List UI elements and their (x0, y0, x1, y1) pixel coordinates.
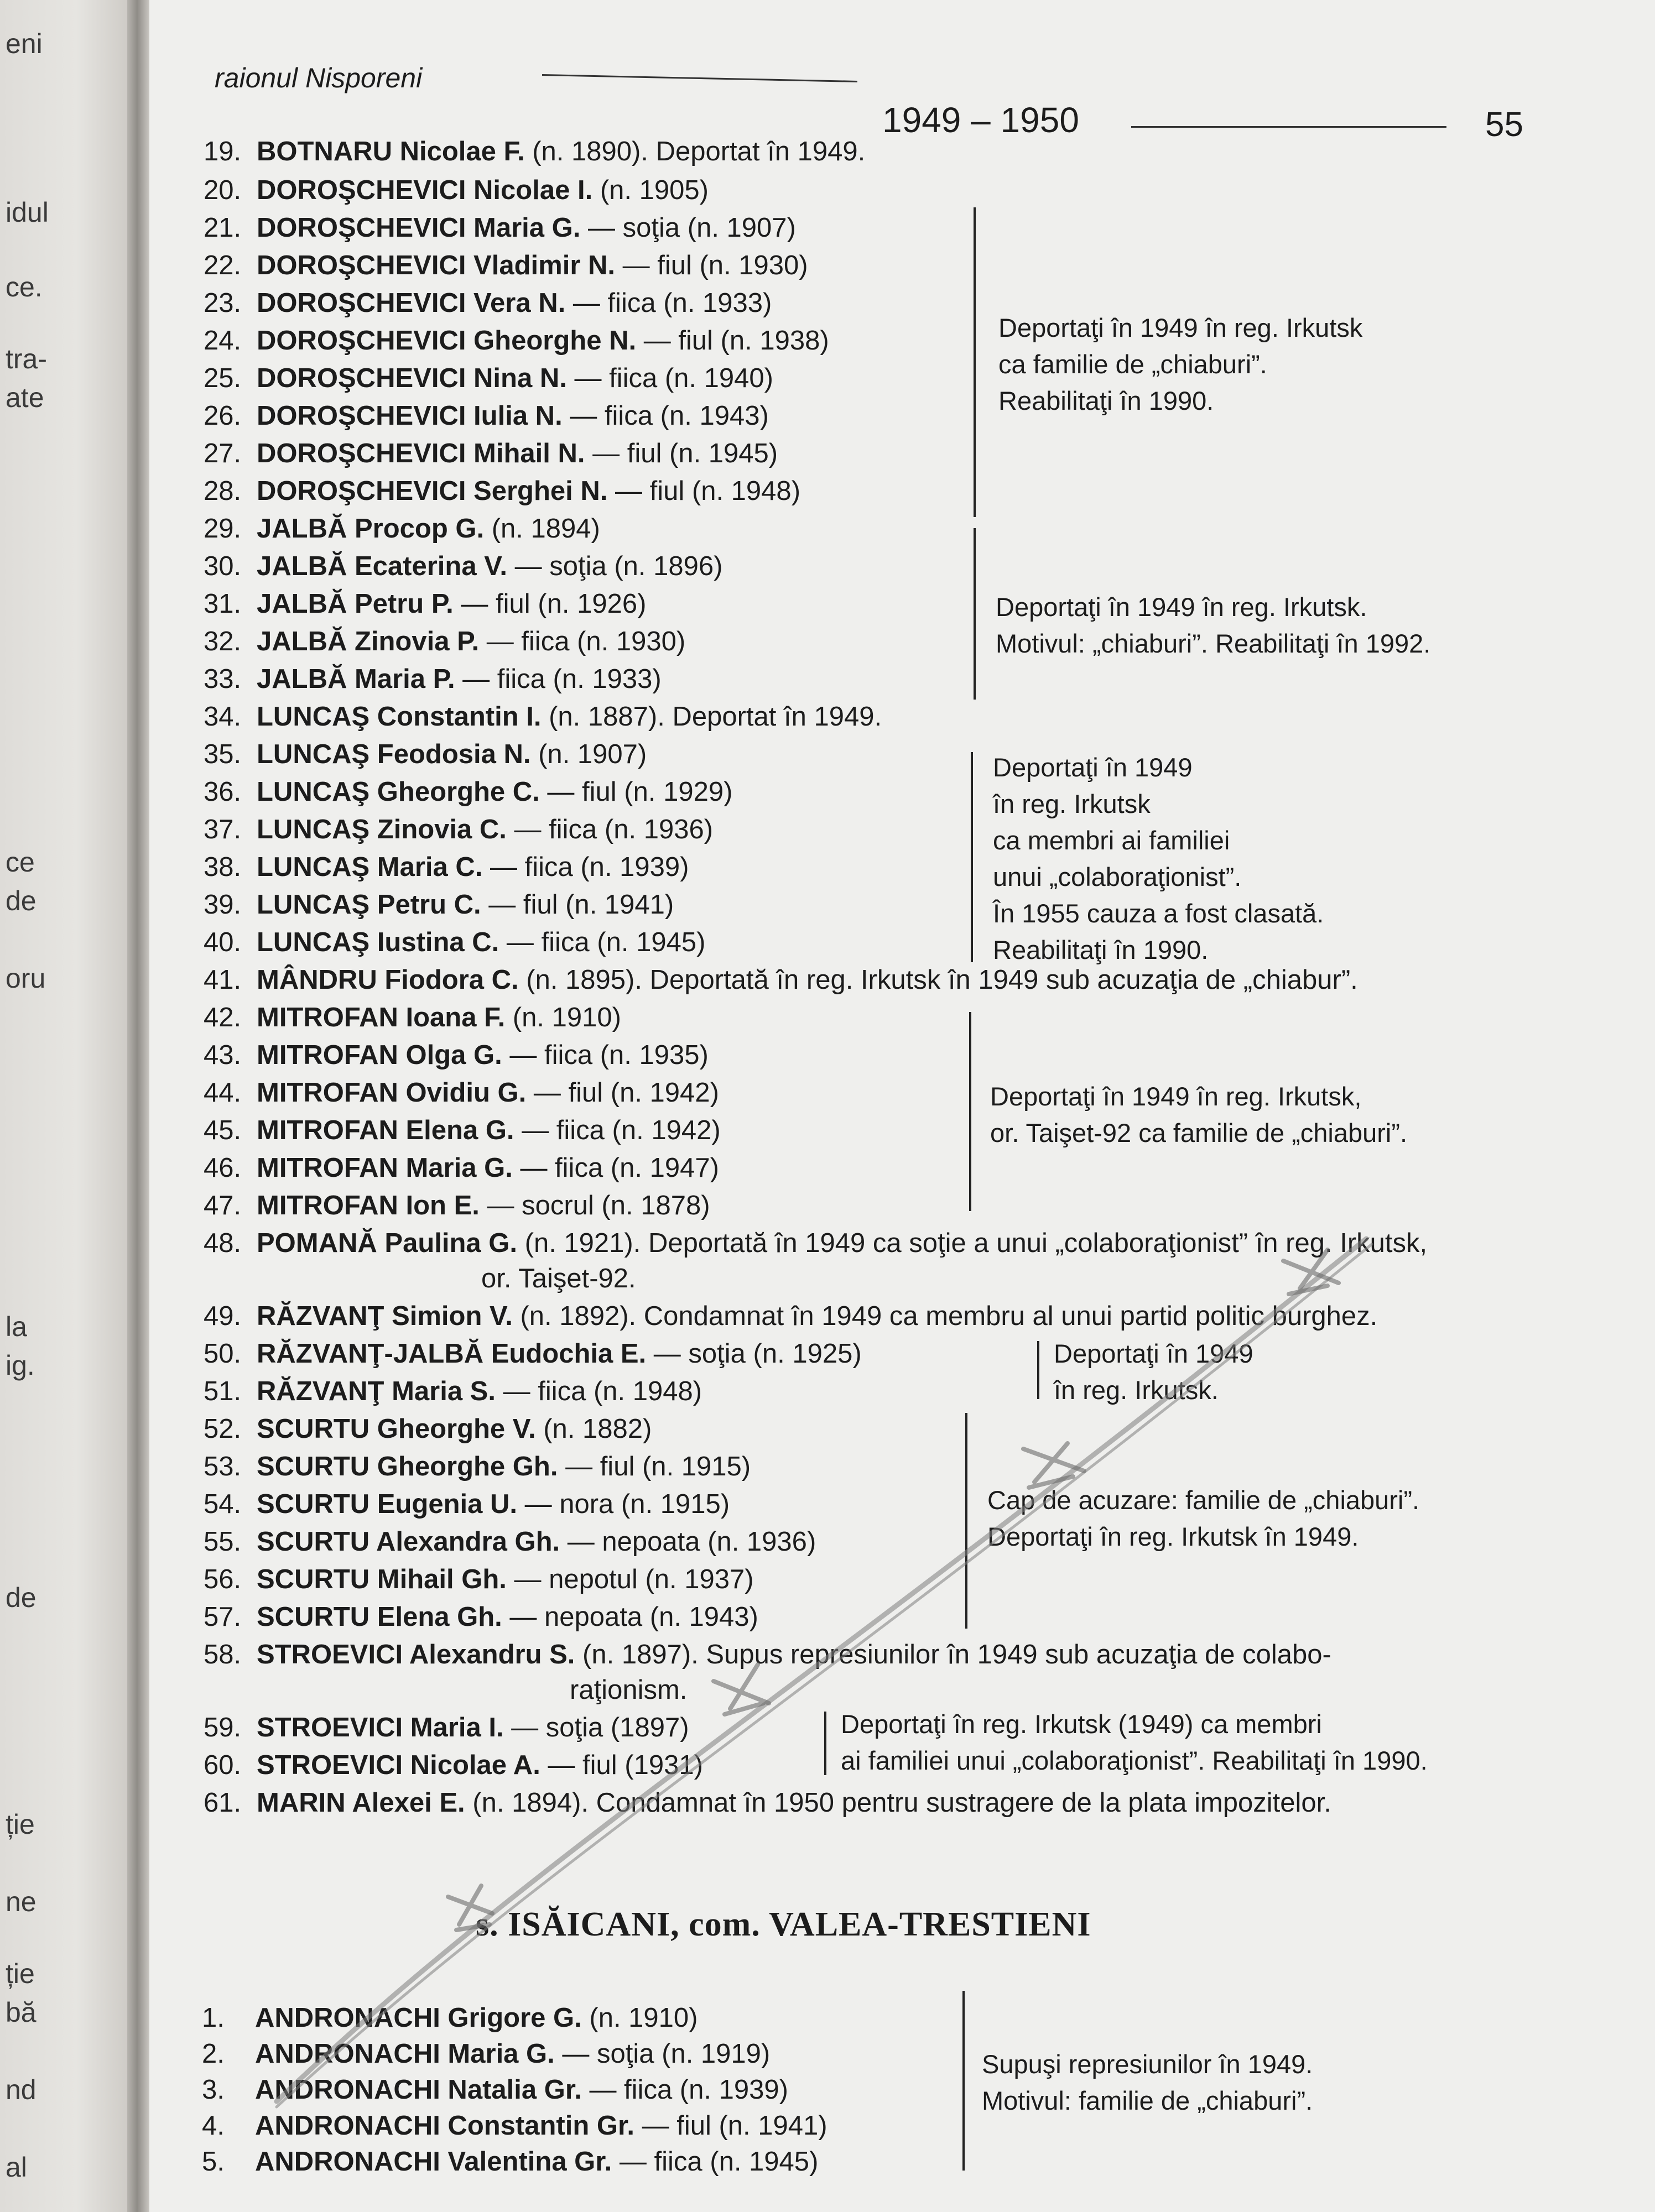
section-entry-row (202, 2005, 698, 2032)
left-page-fragment: oru (6, 963, 46, 994)
header-rule-left (542, 74, 857, 82)
entry-name: BOTNARU Nicolae F. (257, 137, 525, 166)
entry-row (204, 177, 709, 204)
entry-name: ANDRONACHI Natalia Gr. (255, 2075, 582, 2105)
group-note-line: Deportaţi în reg. Irkutsk în 1949. (987, 1522, 1359, 1551)
entry-row (204, 703, 882, 731)
header-rule-right (1131, 126, 1446, 128)
entry-row (204, 929, 705, 956)
entry-name: MITROFAN Ovidiu G. (257, 1078, 527, 1108)
book-page (149, 0, 1655, 2212)
entry-details: — fiica (n. 1945) (499, 927, 706, 957)
entry-row (204, 1416, 652, 1443)
entry-name: MITROFAN Ioana F. (257, 1003, 506, 1032)
group-note-line: Motivul: „chiaburi”. Reabilitaţi în 1992. (996, 629, 1431, 658)
entry-row (204, 1340, 862, 1368)
entry-number: 33. (204, 664, 242, 694)
group-note-line: Reabilitaţi în 1990. (998, 386, 1214, 415)
entry-number: 59. (204, 1713, 242, 1743)
entry-row (204, 628, 685, 655)
entry-details: — fiul (n. 1942) (526, 1078, 719, 1108)
left-page-edge (0, 0, 127, 2212)
group-note-stroevici (841, 1706, 1428, 1779)
entry-details: — fiica (n. 1939) (482, 852, 689, 882)
entry-number: 2. (202, 2039, 225, 2069)
left-page-fragment: la (6, 1311, 27, 1342)
entry-name: STROEVICI Alexandru S. (257, 1640, 575, 1670)
entry-row (204, 1604, 758, 1631)
entry-row (204, 1303, 1377, 1330)
entry-name: SCURTU Alexandra Gh. (257, 1527, 560, 1557)
entry-details: — fiul (n. 1915) (558, 1452, 751, 1481)
entry-details: (n. 1894) (484, 514, 600, 544)
entry-row (204, 1378, 702, 1405)
entry-name: ANDRONACHI Maria G. (255, 2039, 555, 2069)
left-page-fragment: de (6, 1582, 37, 1613)
entry-number: 57. (204, 1602, 242, 1632)
entry-details: — nepoata (n. 1936) (560, 1527, 816, 1557)
group-note-scurtu (987, 1482, 1419, 1555)
left-page-fragment: ig. (6, 1350, 35, 1381)
entry-number: 23. (204, 288, 242, 318)
entry-name: LUNCAŞ Zinovia C. (257, 815, 507, 844)
entry-name: RĂZVANŢ-JALBĂ Eudochia E. (257, 1339, 647, 1369)
entry-number: 39. (204, 890, 242, 920)
group-note-line: Deportaţi în 1949 (1054, 1339, 1253, 1368)
entry-row (204, 1155, 719, 1182)
entry-row (204, 1117, 721, 1144)
group-note-line: în reg. Irkutsk (993, 789, 1151, 818)
entry-number: 53. (204, 1452, 242, 1481)
entry-details: — soţia (1897) (503, 1713, 689, 1743)
section-entry-row (202, 2041, 770, 2068)
entry-name: ANDRONACHI Grigore G. (255, 2003, 582, 2033)
group-bracket (824, 1712, 826, 1775)
group-note-line: Reabilitaţi în 1990. (993, 935, 1209, 964)
entry-name: DOROŞCHEVICI Serghei N. (257, 476, 608, 506)
entry-row (204, 1192, 710, 1219)
entry-row (204, 741, 647, 768)
entry-row (570, 1677, 687, 1704)
group-note-mitrofan (990, 1078, 1407, 1151)
entry-number: 29. (204, 514, 242, 544)
entry-details: — socrul (n. 1878) (479, 1191, 710, 1220)
left-page-fragment: ție (6, 1958, 35, 1989)
entry-number: 5. (202, 2147, 225, 2177)
entry-name: MITROFAN Ion E. (257, 1191, 480, 1220)
group-note-line: în reg. Irkutsk. (1054, 1375, 1219, 1405)
entry-number: 43. (204, 1040, 242, 1070)
group-note-line: Cap de acuzare: familie de „chiaburi”. (987, 1485, 1420, 1515)
page-number: 55 (1485, 106, 1523, 144)
entry-details: — soţia (n. 1919) (554, 2039, 771, 2069)
entry-number: 45. (204, 1115, 242, 1145)
section-entry-row (202, 2112, 828, 2140)
entry-name: STROEVICI Maria I. (257, 1713, 504, 1743)
entry-name: JALBĂ Maria P. (257, 664, 455, 694)
entry-details: — fiica (n. 1936) (506, 815, 714, 844)
entry-details: — fiica (n. 1933) (565, 288, 772, 318)
left-page-fragment: idul (6, 197, 49, 228)
entry-details: — fiica (n. 1947) (512, 1153, 719, 1183)
entry-row (204, 854, 689, 881)
entry-details: — nora (n. 1915) (517, 1489, 730, 1519)
entry-row (204, 365, 773, 392)
group-bracket (969, 1012, 971, 1211)
entry-number: 35. (204, 739, 242, 769)
entry-number: 21. (204, 213, 242, 243)
entry-details: — fiul (n. 1930) (615, 251, 808, 280)
entry-details: (n. 1895). Deportată în reg. Irkutsk în 1949 sub acuzaţia de „chiabur”. (518, 965, 1358, 995)
entry-details: (n. 1907) (530, 739, 647, 769)
entry-details: (n. 1921). Deportată în 1949 ca soţie a unui „colaboraţionist” în reg. Irkutsk, (517, 1228, 1428, 1258)
entry-details: — fiul (1931) (540, 1750, 703, 1780)
running-header-district: raionul Nisporeni (215, 62, 423, 93)
group-note-line: Supuşi represiunilor în 1949. (982, 2049, 1313, 2079)
entry-details: — fiica (n. 1930) (479, 627, 686, 656)
entry-row (204, 403, 769, 430)
entry-details: — fiica (n. 1945) (612, 2147, 819, 2177)
entry-number: 40. (204, 927, 242, 957)
book-gutter (127, 0, 149, 2212)
entry-number: 48. (204, 1228, 242, 1258)
group-bracket (965, 1413, 967, 1629)
left-page-fragment: eni (6, 28, 43, 59)
entry-row (204, 666, 662, 693)
entry-number: 60. (204, 1750, 242, 1780)
entry-name: POMANĂ Paulina G. (257, 1228, 518, 1258)
entry-name: LUNCAŞ Constantin I. (257, 702, 542, 732)
entry-details: (n. 1887). Deportat în 1949. (541, 702, 882, 732)
entry-row (204, 215, 796, 242)
entry-number: 42. (204, 1003, 242, 1032)
entry-number: 20. (204, 175, 242, 205)
entry-details: (n. 1894). Condamnat în 1950 pentru sustragere de la plata impozitelor. (465, 1788, 1331, 1818)
left-page-fragment: ne (6, 1886, 37, 1917)
group-note-line: Deportaţi în 1949 în reg. Irkutsk (998, 313, 1363, 342)
entry-row (204, 1004, 621, 1031)
entry-row (204, 1752, 703, 1779)
entry-details: — fiul (n. 1948) (607, 476, 801, 506)
entry-name: JALBĂ Zinovia P. (257, 627, 480, 656)
left-page-fragment: ate (6, 382, 44, 413)
left-page-fragment: nd (6, 2074, 37, 2105)
entry-number: 41. (204, 965, 242, 995)
entry-name: JALBĂ Ecaterina V. (257, 551, 507, 581)
entry-name: DOROŞCHEVICI Vera N. (257, 288, 566, 318)
entry-row (204, 1528, 816, 1556)
section-entry-row (202, 2148, 818, 2176)
entry-details: — fiica (n. 1940) (566, 363, 773, 393)
entry-number: 38. (204, 852, 242, 882)
entry-number: 36. (204, 777, 242, 807)
entry-details: (n. 1897). Supus represiunilor în 1949 sub acuzaţia de colabo- (575, 1640, 1331, 1670)
entry-number: 3. (202, 2075, 225, 2105)
entry-details: (n. 1910) (505, 1003, 621, 1032)
entry-number: 49. (204, 1301, 242, 1331)
entry-row (481, 1265, 636, 1292)
entry-row (204, 591, 646, 618)
entry-number: 28. (204, 476, 242, 506)
entry-number: 54. (204, 1489, 242, 1519)
entry-name: DOROŞCHEVICI Gheorghe N. (257, 326, 637, 356)
entry-name: MITROFAN Olga G. (257, 1040, 502, 1070)
entry-name: DOROŞCHEVICI Iulia N. (257, 401, 563, 431)
entry-number: 51. (204, 1376, 242, 1406)
entry-number: 52. (204, 1414, 242, 1444)
entry-name: SCURTU Elena Gh. (257, 1602, 502, 1632)
entry-number: 26. (204, 401, 242, 431)
entry-row (204, 1714, 689, 1741)
entry-details: — fiul (n. 1929) (539, 777, 733, 807)
entry-name: LUNCAŞ Gheorghe C. (257, 777, 540, 807)
entry-name: DOROŞCHEVICI Nicolae I. (257, 175, 593, 205)
entry-name: ANDRONACHI Constantin Gr. (255, 2111, 634, 2141)
entry-details: (n. 1882) (535, 1414, 652, 1444)
section-title: s. ISĂICANI, com. VALEA-TRESTIENI (476, 1906, 1091, 1943)
entry-details: — fiul (n. 1941) (634, 2111, 828, 2141)
left-page-fragment: de (6, 885, 37, 916)
entry-name: DOROŞCHEVICI Vladimir N. (257, 251, 616, 280)
entry-number: 1. (202, 2003, 225, 2033)
left-page-fragment: ce. (6, 272, 43, 302)
entry-number: 27. (204, 439, 242, 468)
entry-details: — nepotul (n. 1937) (506, 1564, 754, 1594)
entry-number: 58. (204, 1640, 242, 1670)
entry-name: MITROFAN Elena G. (257, 1115, 514, 1145)
entry-number: 47. (204, 1191, 242, 1220)
group-bracket (962, 1991, 965, 2171)
entry-details: (n. 1905) (592, 175, 709, 205)
entry-name: LUNCAŞ Petru C. (257, 890, 481, 920)
entry-details: — soţia (n. 1907) (580, 213, 796, 243)
entry-row (204, 478, 800, 505)
entry-row (204, 1230, 1427, 1257)
entry-details: or. Taişet-92. (481, 1264, 636, 1293)
entry-name: SCURTU Mihail Gh. (257, 1564, 507, 1594)
entry-number: 19. (204, 137, 242, 166)
entry-number: 25. (204, 363, 242, 393)
group-bracket (971, 752, 973, 962)
entry-row (204, 1566, 754, 1593)
entry-number: 46. (204, 1153, 242, 1183)
entry-number: 61. (204, 1788, 242, 1818)
entry-details: (n. 1892). Condamnat în 1949 ca membru al unui partid politic burghez. (512, 1301, 1378, 1331)
entry-name: SCURTU Eugenia U. (257, 1489, 517, 1519)
entry-row (204, 290, 772, 317)
entry-row (204, 1079, 719, 1107)
entry-number: 32. (204, 627, 242, 656)
entry-row (204, 779, 732, 806)
left-page-fragment: tra- (6, 343, 47, 374)
entry-name: JALBĂ Petru P. (257, 589, 454, 619)
left-page-fragment: ție (6, 1809, 35, 1840)
group-note-jalba (996, 589, 1430, 662)
entry-name: DOROŞCHEVICI Nina N. (257, 363, 567, 393)
group-note-line: Deportaţi în 1949 (993, 753, 1193, 782)
entry-number: 56. (204, 1564, 242, 1594)
group-note-line: or. Taişet-92 ca familie de „chiaburi”. (990, 1118, 1408, 1147)
entry-row (204, 1790, 1331, 1817)
entry-details: — fiul (n. 1945) (585, 439, 778, 468)
entry-details: — fiul (n. 1941) (481, 890, 674, 920)
entry-details: — fiica (n. 1939) (581, 2075, 788, 2105)
entry-row (204, 967, 1358, 994)
group-note-line: Deportaţi în 1949 în reg. Irkutsk, (990, 1082, 1362, 1111)
entry-details: — fiica (n. 1948) (495, 1376, 702, 1406)
entry-number: 24. (204, 326, 242, 356)
entry-number: 50. (204, 1339, 242, 1369)
running-header-years: 1949 – 1950 (882, 100, 1079, 140)
entry-row (204, 553, 722, 580)
entry-details: — fiul (n. 1926) (453, 589, 647, 619)
entry-name: SCURTU Gheorghe V. (257, 1414, 536, 1444)
entry-row (204, 440, 778, 467)
entry-row (204, 1042, 709, 1069)
entry-name: LUNCAŞ Feodosia N. (257, 739, 531, 769)
entry-name: LUNCAŞ Iustina C. (257, 927, 499, 957)
entry-number: 55. (204, 1527, 242, 1557)
entry-name: DOROŞCHEVICI Maria G. (257, 213, 581, 243)
entry-name: MITROFAN Maria G. (257, 1153, 513, 1183)
left-page-fragment: bă (6, 1997, 37, 2028)
entry-name: RĂZVANŢ Maria S. (257, 1376, 496, 1406)
entry-row (204, 816, 713, 843)
entry-number: 37. (204, 815, 242, 844)
entry-details: — soţia (n. 1896) (507, 551, 723, 581)
entry-details: — fiul (n. 1938) (636, 326, 829, 356)
entry-details: (n. 1910) (581, 2003, 698, 2033)
group-note-line: ca membri ai familiei (993, 826, 1230, 855)
group-note-line: Deportaţi în 1949 în reg. Irkutsk. (996, 592, 1367, 622)
entry-details: — nepoata (n. 1943) (502, 1602, 758, 1632)
entry-details: — fiica (n. 1943) (562, 401, 769, 431)
group-bracket (974, 207, 976, 517)
section-entry-row (202, 2077, 788, 2104)
entry-row (204, 1453, 751, 1480)
entry-name: LUNCAŞ Maria C. (257, 852, 483, 882)
entry-row (204, 1641, 1331, 1668)
entry-details: — fiica (n. 1935) (502, 1040, 709, 1070)
entry-number: 34. (204, 702, 242, 732)
entry-number: 31. (204, 589, 242, 619)
entry-name: JALBĂ Procop G. (257, 514, 485, 544)
entry-details: — fiica (n. 1933) (455, 664, 662, 694)
group-note-luncas (993, 749, 1324, 968)
entry-number: 44. (204, 1078, 242, 1108)
entry-number: 30. (204, 551, 242, 581)
entry-row (204, 891, 674, 919)
left-page-fragment: ce (6, 847, 35, 878)
entry-name: STROEVICI Nicolae A. (257, 1750, 540, 1780)
entry-row (204, 327, 829, 354)
group-note-line: unui „colaboraţionist”. (993, 862, 1242, 891)
entry-number: 22. (204, 251, 242, 280)
entry-row (204, 1491, 730, 1518)
group-note-line: ca familie de „chiaburi”. (998, 349, 1267, 379)
entry-row (204, 515, 600, 542)
entry-details: raţionism. (570, 1675, 688, 1705)
entry-name: DOROŞCHEVICI Mihail N. (257, 439, 585, 468)
entry-name: MÂNDRU Fiodora C. (257, 965, 519, 995)
entry-name: SCURTU Gheorghe Gh. (257, 1452, 558, 1481)
group-note-line: Deportaţi în reg. Irkutsk (1949) ca membri (841, 1709, 1322, 1739)
entry-name: MARIN Alexei E. (257, 1788, 465, 1818)
group-note-line: ai familiei unui „colaboraţionist”. Reabilitaţi în 1990. (841, 1746, 1428, 1775)
entry-name: ANDRONACHI Valentina Gr. (255, 2147, 612, 2177)
entry-details: (n. 1890). Deportat în 1949. (524, 137, 866, 166)
entry-details: — fiica (n. 1942) (514, 1115, 721, 1145)
group-note-line: În 1955 cauza a fost clasată. (993, 899, 1324, 928)
left-page-fragment: al (6, 2152, 27, 2183)
entry-details: — soţia (n. 1925) (646, 1339, 862, 1369)
group-bracket (974, 528, 976, 700)
group-note-line: Motivul: familie de „chiaburi”. (982, 2086, 1313, 2115)
group-note-doroschevici (998, 310, 1362, 419)
entry-number: 4. (202, 2111, 225, 2141)
group-note-razvant (1054, 1335, 1253, 1408)
group-bracket (1037, 1341, 1039, 1399)
entry-name: RĂZVANŢ Simion V. (257, 1301, 513, 1331)
entry-row (204, 138, 865, 165)
entry-row (204, 252, 808, 279)
group-note-andronachi (982, 2046, 1313, 2119)
